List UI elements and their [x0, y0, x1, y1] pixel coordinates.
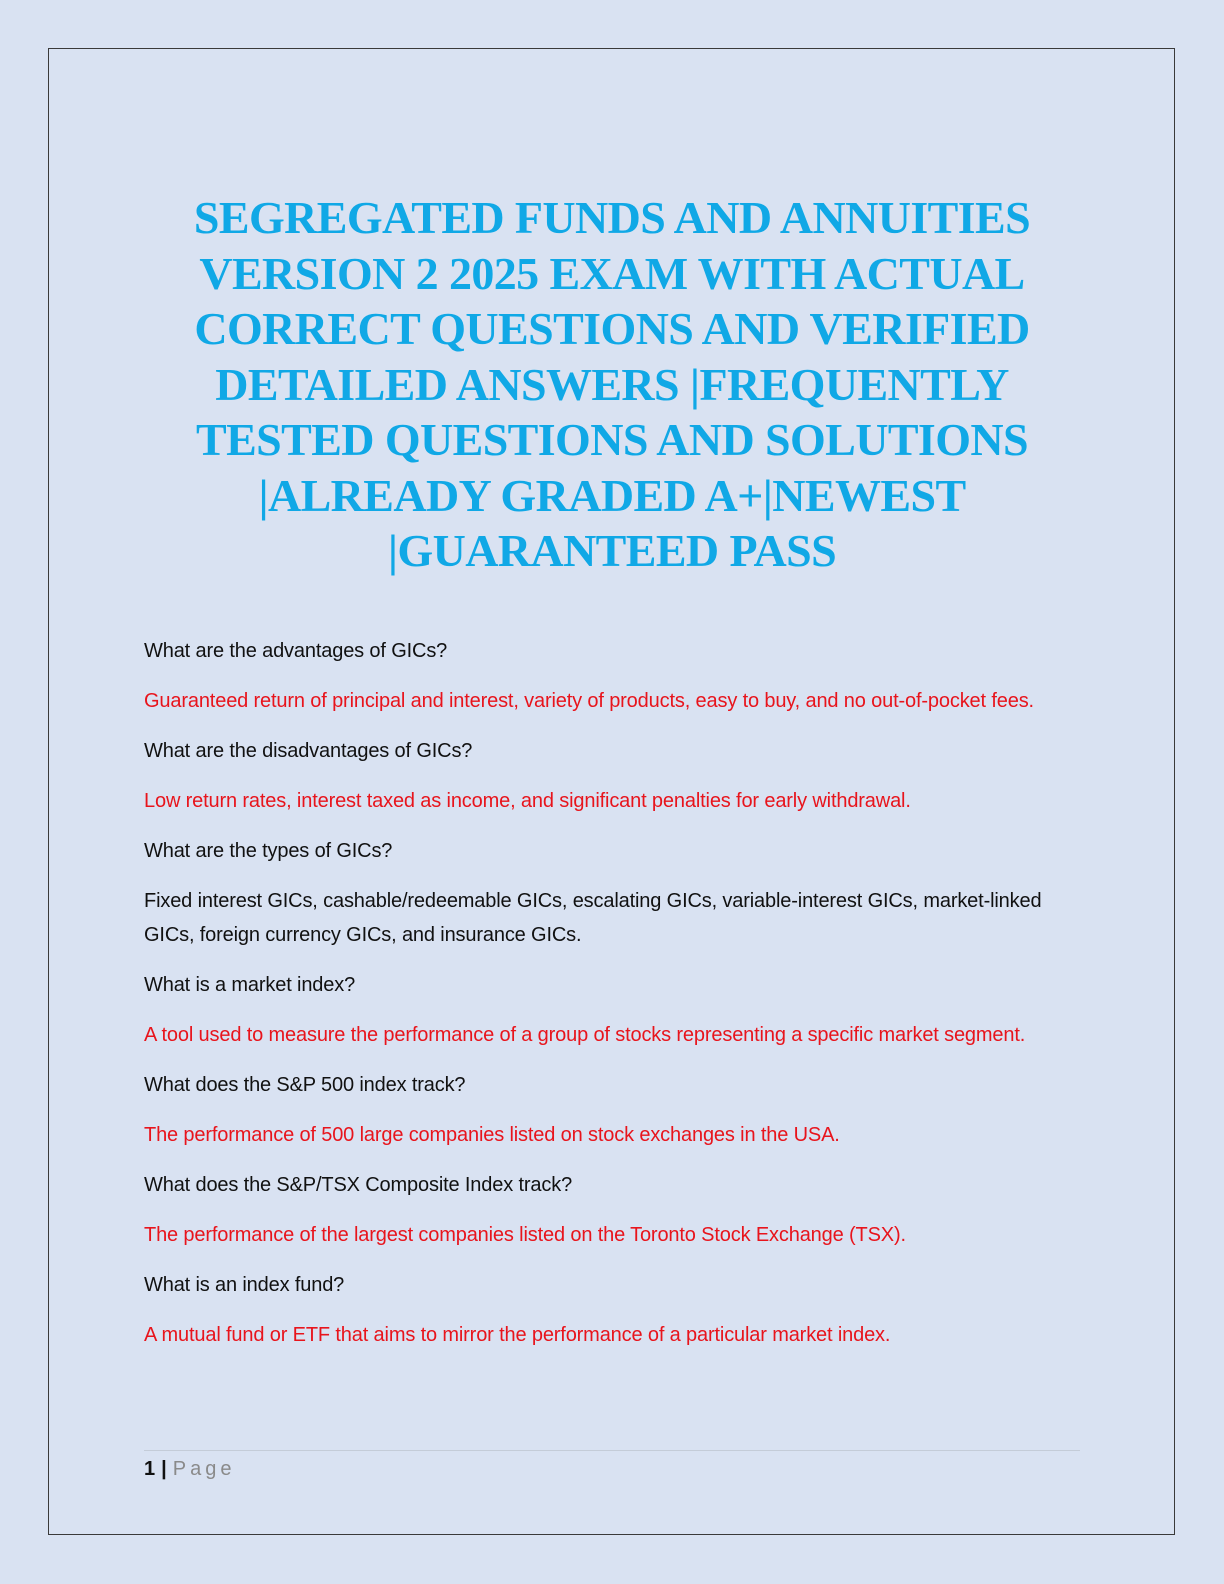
qa-list	[144, 634, 1064, 1368]
question: What are the types of GICs?	[144, 840, 393, 862]
answer: The performance of 500 large companies listed on stock exchanges in the USA.	[144, 1124, 840, 1146]
title-line: SEGREGATED FUNDS AND ANNUITIES	[193, 192, 1031, 243]
answer: The performance of the largest companies listed on the Toronto Stock Exchange (TSX).	[144, 1224, 906, 1246]
page-footer	[144, 1454, 235, 1484]
question: What does the S&P 500 index track?	[144, 1074, 466, 1096]
title-line: TESTED QUESTIONS AND SOLUTIONS	[195, 414, 1028, 465]
answer: Fixed interest GICs, cashable/redeemable GICs, escalating GICs, variable-interest GICs, market-linked GICs, foreign currency GICs, and insurance GICs.	[144, 890, 1042, 946]
question: What is a market index?	[144, 974, 356, 996]
document-title	[150, 190, 1074, 579]
page-number: 1	[144, 1458, 156, 1480]
page-label: Page	[172, 1458, 236, 1480]
title-line: VERSION 2 2025 EXAM WITH ACTUAL	[199, 247, 1025, 299]
footer-separator: |	[161, 1458, 167, 1480]
question: What are the disadvantages of GICs?	[144, 740, 473, 762]
footer-divider	[144, 1450, 1080, 1451]
question: What are the advantages of GICs?	[144, 640, 448, 662]
title-line: |ALREADY GRADED A+|NEWEST	[258, 469, 966, 521]
question: What does the S&P/TSX Composite Index track?	[144, 1174, 573, 1196]
title-line: DETAILED ANSWERS |FREQUENTLY	[215, 358, 1009, 410]
title-line: CORRECT QUESTIONS AND VERIFIED	[194, 303, 1030, 354]
answer: A tool used to measure the performance of a group of stocks representing a specific market segment.	[144, 1024, 1026, 1046]
answer: Guaranteed return of principal and interest, variety of products, easy to buy, and no out-of-pocket fees.	[144, 690, 1034, 712]
answer: A mutual fund or ETF that aims to mirror the performance of a particular market index.	[144, 1324, 891, 1346]
question: What is an index fund?	[144, 1274, 345, 1296]
answer: Low return rates, interest taxed as income, and significant penalties for early withdrawal.	[144, 790, 911, 812]
title-line: |GUARANTEED PASS	[387, 525, 837, 576]
